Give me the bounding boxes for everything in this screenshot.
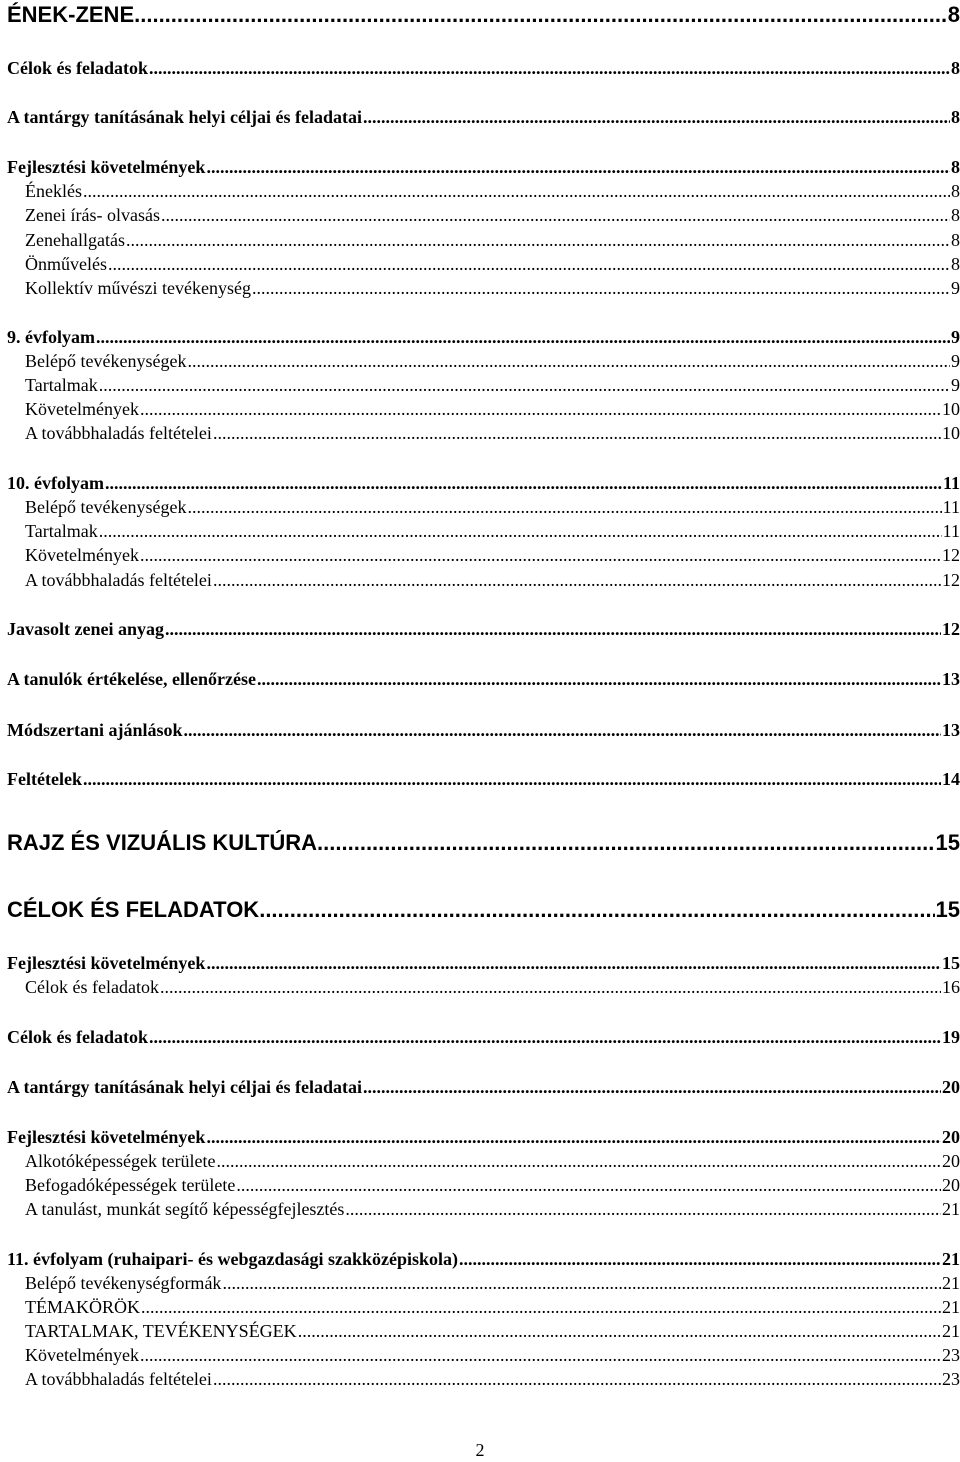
toc-entry[interactable]: [7, 106, 960, 128]
toc-entry-page: 9: [951, 375, 960, 395]
toc-entry-label: ÉNEK-ZENE: [7, 2, 135, 27]
toc-entry[interactable]: [25, 229, 960, 251]
toc-entry-page: 10: [942, 399, 960, 419]
toc-entry-label: A továbbhaladás feltételei: [25, 1369, 212, 1389]
toc-entry[interactable]: [7, 1, 960, 29]
toc-entry[interactable]: [25, 204, 960, 226]
dot-leader: [149, 1026, 941, 1048]
toc-entry[interactable]: [25, 520, 960, 542]
toc-entry-label: Célok és feladatok: [25, 977, 159, 997]
toc-entry-page: 8: [951, 58, 960, 78]
toc-entry-label: Követelmények: [25, 399, 139, 419]
toc-entry-page: 20: [942, 1151, 960, 1171]
toc-entry-label: Feltételek: [7, 769, 82, 789]
toc-entry-page: 16: [942, 977, 960, 997]
toc-entry-page: 9: [951, 278, 960, 298]
toc-entry-page: 8: [951, 230, 960, 250]
toc-entry-label: Tartalmak: [25, 375, 98, 395]
toc-entry[interactable]: [7, 768, 960, 790]
toc-entry[interactable]: [25, 1198, 960, 1220]
dot-leader: [345, 1198, 941, 1220]
toc-entry-page: 14: [942, 769, 960, 789]
dot-leader: [259, 896, 934, 924]
toc-entry-label: A továbbhaladás feltételei: [25, 423, 212, 443]
toc-entry-label: TÉMAKÖRÖK: [25, 1297, 140, 1317]
dot-leader: [213, 569, 941, 591]
dot-leader: [96, 326, 950, 348]
dot-leader: [83, 180, 950, 202]
toc-entry-label: A tantárgy tanításának helyi céljai és feladatai: [7, 1077, 362, 1097]
toc-entry-label: Követelmények: [25, 545, 139, 565]
dot-leader: [187, 350, 950, 372]
toc-entry-label: A tantárgy tanításának helyi céljai és feladatai: [7, 107, 362, 127]
dot-leader: [126, 229, 950, 251]
toc-entry[interactable]: [7, 1248, 960, 1270]
dot-leader: [184, 719, 942, 741]
toc-entry-page: 8: [947, 2, 960, 27]
toc-entry[interactable]: [25, 277, 960, 299]
dot-leader: [140, 1344, 941, 1366]
toc-entry-page: 23: [942, 1345, 960, 1365]
toc-entry[interactable]: [25, 569, 960, 591]
toc-entry[interactable]: [7, 326, 960, 348]
dot-leader: [252, 277, 950, 299]
toc-entry-label: 10. évfolyam: [7, 473, 104, 493]
toc-entry-page: 9: [951, 327, 960, 347]
toc-entry[interactable]: [25, 544, 960, 566]
toc-entry[interactable]: [7, 156, 960, 178]
dot-leader: [141, 1296, 941, 1318]
toc-entry-page: 8: [951, 157, 960, 177]
dot-leader: [165, 618, 941, 640]
toc-entry-label: Belépő tevékenységek: [25, 351, 187, 371]
dot-leader: [363, 106, 950, 128]
toc-entry-label: A tanulást, munkát segítő képességfejlesztés: [25, 1199, 345, 1219]
toc-entry-label: Kollektív művészi tevékenység: [25, 278, 251, 298]
toc-entry[interactable]: [7, 57, 960, 79]
toc-entry-page: 21: [942, 1297, 960, 1317]
dot-leader: [206, 1126, 941, 1148]
toc-entry[interactable]: [7, 952, 960, 974]
toc-entry-page: 21: [942, 1321, 960, 1341]
dot-leader: [160, 976, 941, 998]
toc-entry-page: 10: [942, 423, 960, 443]
toc-entry-page: 23: [942, 1369, 960, 1389]
dot-leader: [105, 472, 942, 494]
dot-leader: [317, 829, 934, 857]
dot-leader: [108, 253, 950, 275]
toc-entry-page: 15: [935, 830, 960, 855]
toc-entry-label: Éneklés: [25, 181, 82, 201]
dot-leader: [213, 422, 941, 444]
toc-entry-label: Fejlesztési követelmények: [7, 157, 206, 177]
toc-entry-label: Módszertani ajánlások: [7, 720, 183, 740]
dot-leader: [99, 374, 950, 396]
toc-entry-page: 20: [942, 1077, 960, 1097]
toc-entry[interactable]: [25, 253, 960, 275]
toc-entry-label: Tartalmak: [25, 521, 98, 541]
dot-leader: [213, 1368, 941, 1390]
toc-entry[interactable]: [25, 1368, 960, 1390]
toc-entry[interactable]: [25, 1320, 960, 1342]
toc-entry-label: RAJZ ÉS VIZUÁLIS KULTÚRA: [7, 830, 318, 855]
dot-leader: [187, 496, 941, 518]
toc-entry[interactable]: [7, 1076, 960, 1098]
page-number: 2: [475, 1440, 485, 1460]
toc-entry-page: 11: [942, 521, 960, 541]
toc-entry-label: Javasolt zenei anyag: [7, 619, 164, 639]
toc-entry-page: 20: [942, 1127, 960, 1147]
toc-entry[interactable]: [7, 829, 960, 857]
toc-entry[interactable]: [7, 719, 960, 741]
toc-entry-page: 8: [951, 181, 960, 201]
toc-entry-page: 8: [951, 107, 960, 127]
toc-entry-label: 11. évfolyam (ruhaipari- és webgazdasági szakközépiskola): [7, 1249, 459, 1269]
dot-leader: [206, 952, 941, 974]
toc-entry-label: Belépő tevékenységek: [25, 497, 187, 517]
toc-entry-page: 21: [942, 1273, 960, 1293]
toc-entry[interactable]: [25, 180, 960, 202]
toc-entry[interactable]: [25, 976, 960, 998]
dot-leader: [99, 520, 942, 542]
toc-entry[interactable]: [7, 1126, 960, 1148]
dot-leader: [459, 1248, 941, 1270]
dot-leader: [236, 1174, 941, 1196]
toc-entry-page: 13: [942, 669, 960, 689]
toc-entry-label: CÉLOK ÉS FELADATOK: [7, 897, 260, 922]
toc-entry[interactable]: [7, 896, 960, 924]
dot-leader: [149, 57, 950, 79]
toc-entry-label: A továbbhaladás feltételei: [25, 570, 212, 590]
toc-entry[interactable]: [25, 422, 960, 444]
toc-entry-page: 12: [942, 570, 960, 590]
toc-entry-page: 9: [951, 351, 960, 371]
toc-entry[interactable]: [7, 1026, 960, 1048]
dot-leader: [140, 398, 941, 420]
toc-entry-label: Fejlesztési követelmények: [7, 1127, 206, 1147]
toc-entry-label: Fejlesztési követelmények: [7, 953, 206, 973]
toc-entry-page: 8: [951, 254, 960, 274]
dot-leader: [298, 1320, 941, 1342]
toc-entry-label: Zenehallgatás: [25, 230, 125, 250]
toc-entry[interactable]: [25, 350, 960, 372]
toc-entry-label: 9. évfolyam: [7, 327, 95, 347]
dot-leader: [363, 1076, 941, 1098]
toc-entry-label: TARTALMAK, TEVÉKENYSÉGEK: [25, 1321, 297, 1341]
toc-entry-page: 8: [951, 205, 960, 225]
toc-entry-label: Alkotóképességek területe: [25, 1151, 216, 1171]
toc-entry[interactable]: [25, 1296, 960, 1318]
toc-entry-label: Célok és feladatok: [7, 1027, 148, 1047]
toc-entry[interactable]: [25, 374, 960, 396]
toc-entry-page: 21: [942, 1249, 960, 1269]
dot-leader: [140, 544, 941, 566]
dot-leader: [222, 1272, 941, 1294]
toc-entry-page: 11: [942, 473, 960, 493]
toc-entry-label: Zenei írás- olvasás: [25, 205, 160, 225]
dot-leader: [134, 1, 947, 29]
toc-entry-label: Befogadóképességek területe: [25, 1175, 236, 1195]
toc-entry-page: 12: [942, 619, 960, 639]
toc-entry-page: 21: [942, 1199, 960, 1219]
toc-entry-label: Önművelés: [25, 254, 107, 274]
toc-entry-label: Célok és feladatok: [7, 58, 148, 78]
toc-entry-page: 13: [942, 720, 960, 740]
toc-entry[interactable]: [25, 1150, 960, 1172]
toc-entry[interactable]: [25, 1272, 960, 1294]
toc-entry[interactable]: [7, 618, 960, 640]
toc-entry-label: A tanulók értékelése, ellenőrzése: [7, 669, 256, 689]
toc-entry[interactable]: [7, 668, 960, 690]
dot-leader: [257, 668, 941, 690]
toc-entry-page: 11: [942, 497, 960, 517]
dot-leader: [83, 768, 941, 790]
toc-entry-page: 19: [942, 1027, 960, 1047]
toc-entry-page: 20: [942, 1175, 960, 1195]
toc-entry[interactable]: [25, 1344, 960, 1366]
dot-leader: [216, 1150, 941, 1172]
dot-leader: [206, 156, 950, 178]
toc-entry[interactable]: [25, 1174, 960, 1196]
toc-entry-label: Követelmények: [25, 1345, 139, 1365]
toc-entry[interactable]: [25, 398, 960, 420]
toc-entry[interactable]: [25, 496, 960, 518]
toc-entry-page: 15: [942, 953, 960, 973]
dot-leader: [161, 204, 950, 226]
toc-entry[interactable]: [7, 472, 960, 494]
toc-entry-page: 15: [935, 897, 960, 922]
toc-entry-page: 12: [942, 545, 960, 565]
toc-entry-label: Belépő tevékenységformák: [25, 1273, 222, 1293]
